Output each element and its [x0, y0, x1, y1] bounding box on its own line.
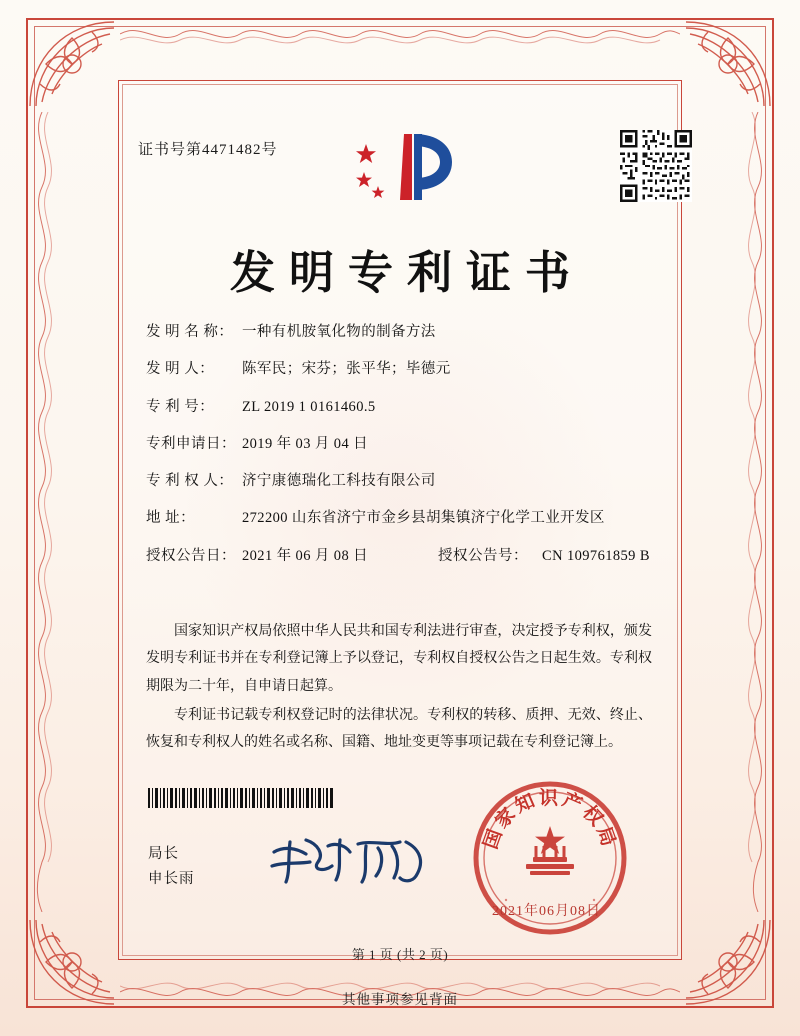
page-number: 第 1 页 (共 2 页): [351, 947, 449, 962]
field-grant-publication: [146, 546, 656, 566]
field-value: 一种有机胺氧化物的制备方法: [242, 324, 436, 340]
field-value: 272200 山东省济宁市金乡县胡集镇济宁化学工业开发区: [242, 510, 605, 527]
field-invention-title: [146, 322, 656, 342]
svg-text:国家知识产权局: 国家知识产权局: [479, 787, 621, 852]
legal-paragraph-1: 国家知识产权局依照中华人民共和国专利法进行审查，决定授予专利权，颁发发明专利证书并在专利登记簿上予以登记，专利权自授权公告之日起生效。专利权期限为二十年，自申请日起算。: [146, 624, 652, 694]
field-value: 2019 年 03 月 04 日: [242, 435, 369, 452]
director-name: 申长雨: [148, 871, 195, 888]
field-address: [146, 508, 656, 528]
legal-paragraph-2: 专利证书记载专利权登记时的法律状况。专利权的转移、质押、无效、终止、恢复和专利权人的姓名或名称、国籍、地址变更等事项记载在专利登记簿上。: [146, 707, 652, 751]
field-label: 专利申请日：: [146, 435, 236, 452]
qr-code-icon: [620, 130, 692, 202]
field-value: 2021 年 06 月 08 日: [242, 547, 369, 564]
field-application-date: [146, 434, 656, 454]
field-label: 地 址：: [146, 510, 196, 527]
field-value: ZL 2019 1 0161460.5: [242, 398, 376, 415]
handwritten-signature-icon: [266, 832, 436, 892]
certificate-number: 证书号第4471482号: [138, 142, 278, 158]
field-label: 发 明 人：: [146, 361, 215, 378]
field-value-secondary: CN 109761859 B: [542, 547, 650, 564]
director-label: 局长: [148, 846, 179, 862]
footer-note: 其他事项参见背面: [342, 992, 458, 1007]
field-value: 济宁康德瑞化工科技有限公司: [242, 473, 436, 490]
director-block: [148, 842, 195, 893]
field-inventors: [146, 359, 656, 379]
corner-ornament-top-left: [26, 18, 118, 110]
cnipa-logo-icon: [352, 128, 462, 208]
field-label: 专 利 号：: [146, 398, 215, 415]
barcode: [148, 788, 334, 808]
field-patentee: [146, 471, 656, 491]
corner-ornament-top-right: [682, 18, 774, 110]
right-edge-ornament: [744, 112, 772, 912]
top-edge-ornament: [120, 20, 680, 48]
field-label: 授权公告日：: [146, 547, 236, 564]
fields-list: [146, 322, 656, 583]
left-edge-ornament: [28, 112, 56, 912]
field-label: 专 利 权 人：: [146, 473, 234, 490]
field-label: 发 明 名 称：: [146, 324, 234, 340]
field-value: 陈军民；宋芬；张平华；毕德元: [242, 361, 451, 378]
field-label-secondary: 授权公告号：: [438, 547, 528, 564]
page-title: 发明专利证书: [229, 246, 584, 299]
legal-text: [146, 618, 652, 758]
seal-date: 2021年06月08日: [492, 904, 601, 919]
field-patent-number: [146, 397, 656, 417]
